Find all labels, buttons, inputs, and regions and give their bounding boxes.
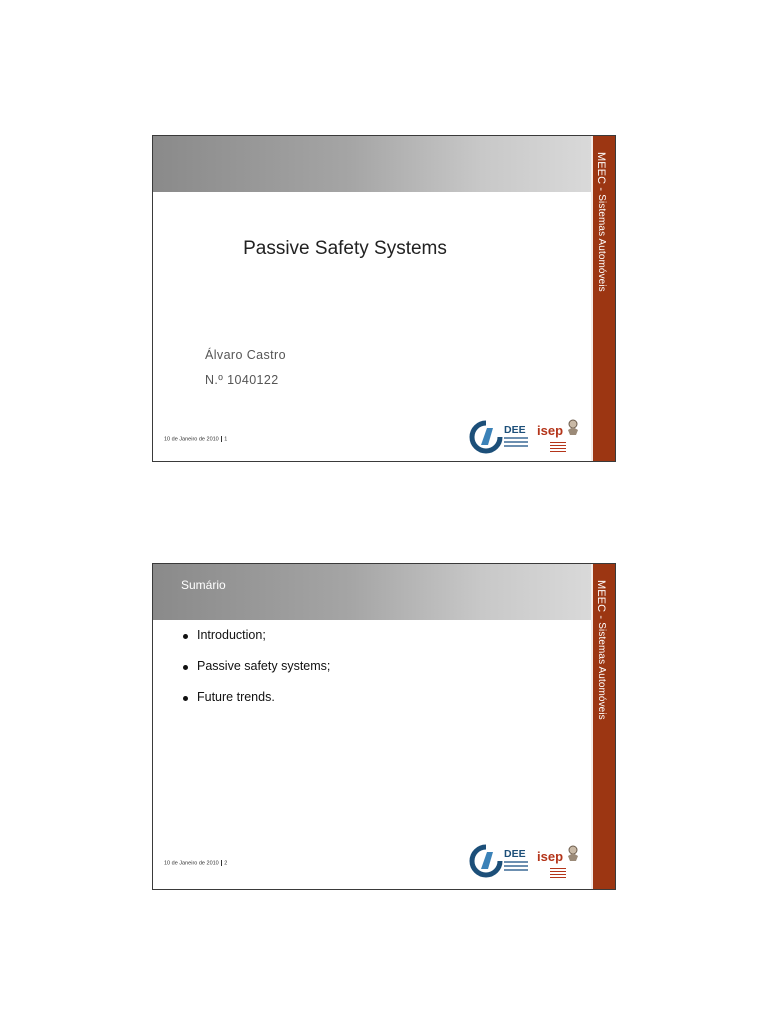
dee-logo: DEE	[469, 844, 529, 880]
slide-header-bar	[153, 136, 591, 192]
isep-emblem-icon	[565, 418, 581, 436]
page-number: 2	[224, 860, 228, 867]
page-number: 1	[224, 436, 228, 443]
list-item: Passive safety systems;	[181, 659, 330, 690]
isep-logo: isep	[537, 844, 583, 884]
bullet-icon	[183, 696, 188, 701]
slide-title: Passive Safety Systems	[243, 238, 447, 259]
dee-logo: DEE	[469, 420, 529, 456]
sidebar-divider	[591, 136, 593, 461]
bullet-icon	[183, 634, 188, 639]
dee-emblem-icon	[469, 420, 503, 454]
section-heading: Sumário	[181, 578, 226, 592]
student-number: N.º 1040122	[205, 373, 279, 387]
sidebar-course-label: MEEC - Sistemas Automóveis	[595, 152, 607, 292]
isep-logo: isep	[537, 418, 583, 458]
sidebar-course-label: MEEC - Sistemas Automóveis	[595, 580, 607, 720]
footer-date: 10 de Janeiro de 2010 2	[164, 860, 228, 867]
list-item: Future trends.	[181, 690, 330, 721]
isep-emblem-icon	[565, 844, 581, 862]
footer-date: 10 de Janeiro de 2010 1	[164, 436, 228, 443]
bullet-list	[181, 628, 330, 721]
list-item: Introduction;	[181, 628, 330, 659]
slide-header-bar	[153, 564, 591, 620]
slide-2	[152, 563, 616, 890]
bullet-icon	[183, 665, 188, 670]
sidebar-divider	[591, 564, 593, 889]
slide-sidebar	[591, 564, 615, 889]
dee-emblem-icon	[469, 844, 503, 878]
slide-1	[152, 135, 616, 462]
slide-sidebar	[591, 136, 615, 461]
author-name: Álvaro Castro	[205, 348, 286, 362]
